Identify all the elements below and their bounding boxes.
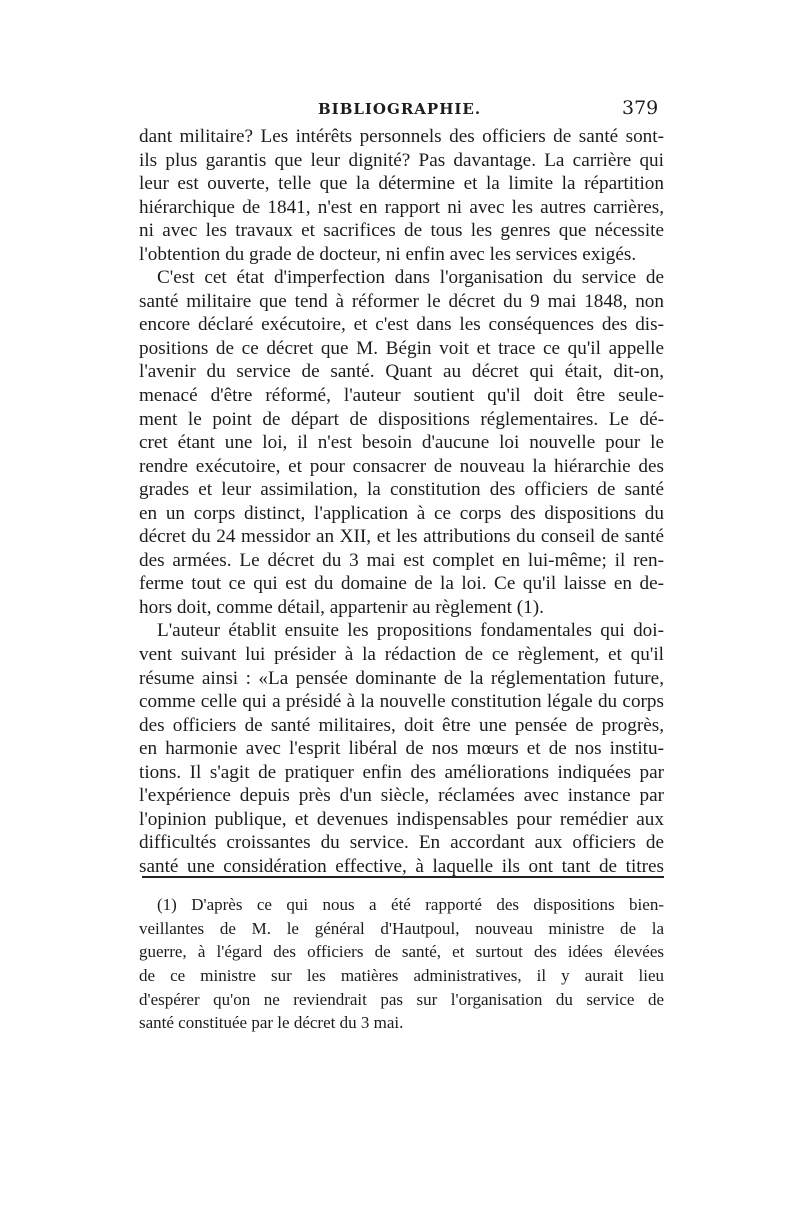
body-line: ment le point de départ de dispositions réglementaires. Le dé- <box>139 408 664 430</box>
body-line: hors doit, comme détail, appartenir au règlement (1). <box>139 596 544 618</box>
body-line: ni avec les travaux et sacrifices de tous les genres que nécessite <box>139 220 664 242</box>
body-line: l'expérience depuis près d'un siècle, réclamées avec instance par <box>139 785 664 807</box>
running-title: BIBLIOGRAPHIE. <box>318 100 482 118</box>
body-line: santé une considération effective, à laquelle ils ont tant de titres <box>139 855 664 877</box>
footnote-line: (1) D'après ce qui nous a été rapporté des dispositions bien- <box>157 895 664 914</box>
footnote-line: guerre, à l'égard des officiers de santé, et surtout des idées élevées <box>139 942 664 962</box>
body-line: positions de ce décret que M. Bégin voit et trace ce qu'il appelle <box>139 337 664 359</box>
footnote-line: santé constituée par le décret du 3 mai. <box>139 1013 404 1033</box>
footnote <box>139 893 664 1035</box>
body-line: rendre exécutoire, et pour consacrer de nouveau la hiérarchie des <box>139 455 664 477</box>
body-line: l'obtention du grade de docteur, ni enfin avec les services exigés. <box>139 243 637 265</box>
body-line: vent suivant lui présider à la rédaction de ce règlement, et qu'il <box>139 644 664 666</box>
footnote-divider <box>142 876 664 878</box>
footnote-line: de ce ministre sur les matières administratives, il y aurait lieu <box>139 966 664 986</box>
body-line: hiérarchique de 1841, n'est en rapport ni avec les autres carrières, <box>139 196 664 218</box>
body-line: ferme tout ce qui est du domaine de la loi. Ce qu'il laisse en de- <box>139 573 664 595</box>
body-line: L'auteur établit ensuite les propositions fondamentales qui doi- <box>157 620 664 642</box>
body-text <box>139 125 664 879</box>
body-line: des armées. Le décret du 3 mai est complet en lui-même; il ren- <box>139 549 664 571</box>
body-line: résume ainsi : «La pensée dominante de la réglementation future, <box>139 667 664 689</box>
body-line: l'avenir du service de santé. Quant au décret qui était, dit-on, <box>139 361 664 383</box>
body-line: leur est ouverte, telle que la détermine et la limite la répartition <box>139 173 664 195</box>
body-line: dant militaire? Les intérêts personnels des officiers de santé sont- <box>139 126 664 147</box>
body-line: décret du 24 messidor an XII, et les attributions du conseil de santé <box>139 526 664 548</box>
body-line: comme celle qui a présidé à la nouvelle constitution légale du corps <box>139 691 664 713</box>
body-line: des officiers de santé militaires, doit être une pensée de progrès, <box>139 714 664 736</box>
footnote-line: d'espérer qu'on ne reviendrait pas sur l'organisation du service de <box>139 989 664 1009</box>
body-line: en un corps distinct, l'application à ce corps des dispositions du <box>139 502 664 524</box>
page-number: 379 <box>622 97 659 119</box>
body-line: difficultés croissantes du service. En accordant aux officiers de <box>139 832 664 854</box>
body-line: cret étant une loi, il n'est besoin d'aucune loi nouvelle pour le <box>139 432 664 454</box>
body-line: grades et leur assimilation, la constitution des officiers de santé <box>139 479 664 501</box>
body-line: menacé d'être réformé, l'auteur soutient qu'il doit être seule- <box>139 385 664 407</box>
body-line: C'est cet état d'imperfection dans l'organisation du service de <box>157 267 664 289</box>
body-line: l'opinion publique, et devenues indispensables pour remédier aux <box>139 808 664 830</box>
body-line: en harmonie avec l'esprit libéral de nos mœurs et de nos institu- <box>139 738 664 760</box>
body-line: ils plus garantis que leur dignité? Pas davantage. La carrière qui <box>139 149 664 171</box>
body-line: tions. Il s'agit de pratiquer enfin des améliorations indiquées par <box>139 761 664 783</box>
body-line: encore déclaré exécutoire, et c'est dans les conséquences des dis- <box>139 314 664 336</box>
footnote-line: veillantes de M. le général d'Hautpoul, nouveau ministre de la <box>139 918 664 938</box>
body-line: santé militaire que tend à réformer le décret du 9 mai 1848, non <box>139 290 664 312</box>
